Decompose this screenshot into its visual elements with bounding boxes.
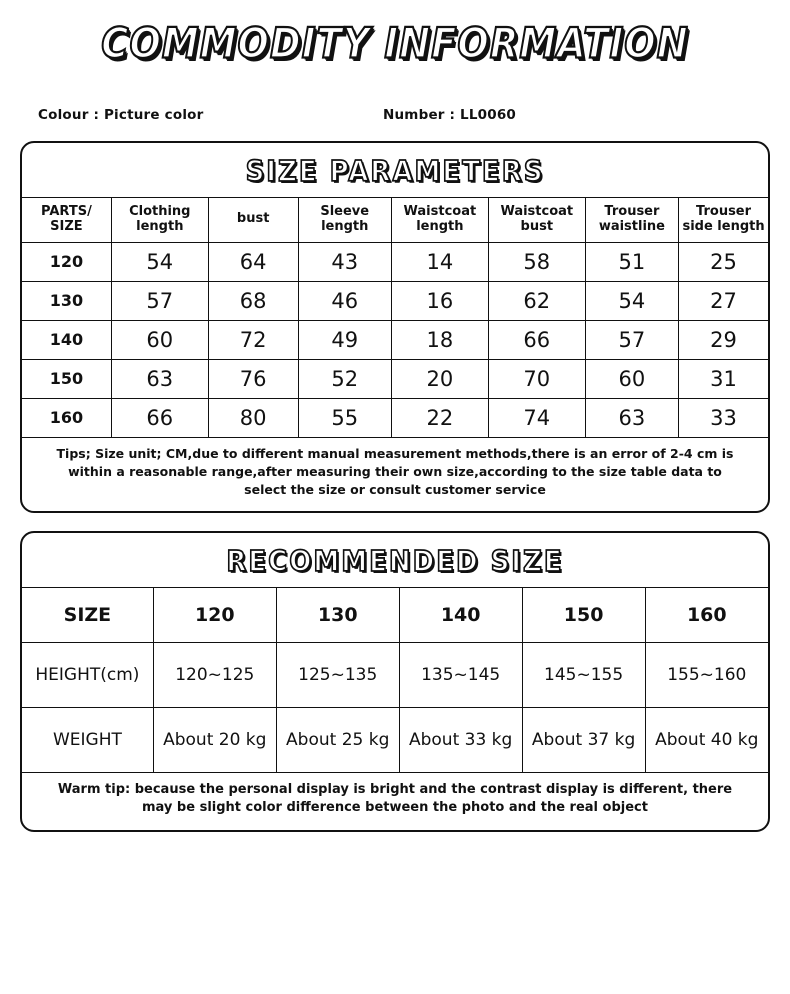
row-size: 160 xyxy=(22,398,111,437)
cell-trouser-side-length: 33 xyxy=(679,398,768,437)
cell-height-120: 120~125 xyxy=(153,643,276,708)
cell-clothing-length: 60 xyxy=(111,320,208,359)
column-header-clothing-length: Clothing length xyxy=(111,198,208,243)
cell-sleeve-length: 49 xyxy=(298,320,391,359)
recommended-size-title: RECOMMENDED SIZE xyxy=(226,545,564,579)
cell-trouser-waistline: 57 xyxy=(585,320,678,359)
cell-trouser-side-length: 27 xyxy=(679,281,768,320)
row-size: 120 xyxy=(22,242,111,281)
row-size: 150 xyxy=(22,359,111,398)
cell-trouser-side-length: 31 xyxy=(679,359,768,398)
cell-size-150: 150 xyxy=(522,588,645,643)
column-header-waistcoat-length: Waistcoat length xyxy=(391,198,488,243)
row-label-size: SIZE xyxy=(22,588,153,643)
cell-clothing-length: 54 xyxy=(111,242,208,281)
table-row xyxy=(22,359,768,398)
cell-weight-140: About 33 kg xyxy=(399,708,522,773)
cell-size-130: 130 xyxy=(276,588,399,643)
cell-size-120: 120 xyxy=(153,588,276,643)
table-row xyxy=(22,281,768,320)
size-tips-text: Tips; Size unit; CM,due to different manual measurement methods,there is an error of 2-4 cm is within a reasonable range,after measuring their own size,according to the size table data to select the size or consult customer service xyxy=(22,437,768,511)
table-row xyxy=(22,398,768,437)
table-row xyxy=(22,643,768,708)
cell-sleeve-length: 52 xyxy=(298,359,391,398)
column-header-trouser-side-length: Trouser side length xyxy=(679,198,768,243)
table-row xyxy=(22,708,768,773)
cell-height-130: 125~135 xyxy=(276,643,399,708)
size-parameters-table xyxy=(22,197,768,437)
warm-tip-text: Warm tip: because the personal display is bright and the contrast display is different, there may be slight color difference between the photo and the real object xyxy=(22,772,768,829)
cell-size-160: 160 xyxy=(645,588,768,643)
row-label-height: HEIGHT(cm) xyxy=(22,643,153,708)
column-header-bust: bust xyxy=(208,198,298,243)
cell-size-140: 140 xyxy=(399,588,522,643)
table-row xyxy=(22,588,768,643)
cell-waistcoat-bust: 58 xyxy=(488,242,585,281)
cell-waistcoat-bust: 62 xyxy=(488,281,585,320)
table-header-row xyxy=(22,198,768,243)
cell-trouser-waistline: 60 xyxy=(585,359,678,398)
cell-bust: 76 xyxy=(208,359,298,398)
cell-height-150: 145~155 xyxy=(522,643,645,708)
cell-waistcoat-bust: 66 xyxy=(488,320,585,359)
cell-clothing-length: 66 xyxy=(111,398,208,437)
cell-waistcoat-length: 22 xyxy=(391,398,488,437)
cell-sleeve-length: 55 xyxy=(298,398,391,437)
cell-sleeve-length: 46 xyxy=(298,281,391,320)
column-header-waistcoat-bust: Waistcoat bust xyxy=(488,198,585,243)
row-size: 130 xyxy=(22,281,111,320)
cell-clothing-length: 57 xyxy=(111,281,208,320)
cell-waistcoat-bust: 74 xyxy=(488,398,585,437)
cell-weight-160: About 40 kg xyxy=(645,708,768,773)
column-header-sleeve-length: Sleeve length xyxy=(298,198,391,243)
cell-weight-130: About 25 kg xyxy=(276,708,399,773)
cell-trouser-side-length: 29 xyxy=(679,320,768,359)
cell-bust: 72 xyxy=(208,320,298,359)
cell-sleeve-length: 43 xyxy=(298,242,391,281)
column-header-trouser-waistline: Trouser waistline xyxy=(585,198,678,243)
cell-clothing-length: 63 xyxy=(111,359,208,398)
cell-waistcoat-length: 20 xyxy=(391,359,488,398)
meta-row xyxy=(0,107,790,123)
recommended-size-card xyxy=(20,531,770,831)
recommended-size-table xyxy=(22,587,768,772)
number-label: Number : LL0060 xyxy=(383,107,517,123)
cell-waistcoat-length: 18 xyxy=(391,320,488,359)
table-row xyxy=(22,320,768,359)
cell-bust: 68 xyxy=(208,281,298,320)
cell-trouser-waistline: 63 xyxy=(585,398,678,437)
row-size: 140 xyxy=(22,320,111,359)
cell-waistcoat-bust: 70 xyxy=(488,359,585,398)
cell-bust: 64 xyxy=(208,242,298,281)
colour-label: Colour : Picture color xyxy=(38,107,204,123)
cell-weight-120: About 20 kg xyxy=(153,708,276,773)
cell-trouser-waistline: 54 xyxy=(585,281,678,320)
cell-trouser-side-length: 25 xyxy=(679,242,768,281)
cell-waistcoat-length: 16 xyxy=(391,281,488,320)
cell-height-160: 155~160 xyxy=(645,643,768,708)
page-title: COMMODITY INFORMATION xyxy=(101,19,689,68)
row-label-weight: WEIGHT xyxy=(22,708,153,773)
cell-bust: 80 xyxy=(208,398,298,437)
cell-trouser-waistline: 51 xyxy=(585,242,678,281)
size-parameters-title: SIZE PARAMETERS xyxy=(245,155,545,189)
column-header-parts-size: PARTS/ SIZE xyxy=(22,198,111,243)
cell-weight-150: About 37 kg xyxy=(522,708,645,773)
cell-waistcoat-length: 14 xyxy=(391,242,488,281)
table-row xyxy=(22,242,768,281)
size-parameters-card xyxy=(20,141,770,513)
cell-height-140: 135~145 xyxy=(399,643,522,708)
